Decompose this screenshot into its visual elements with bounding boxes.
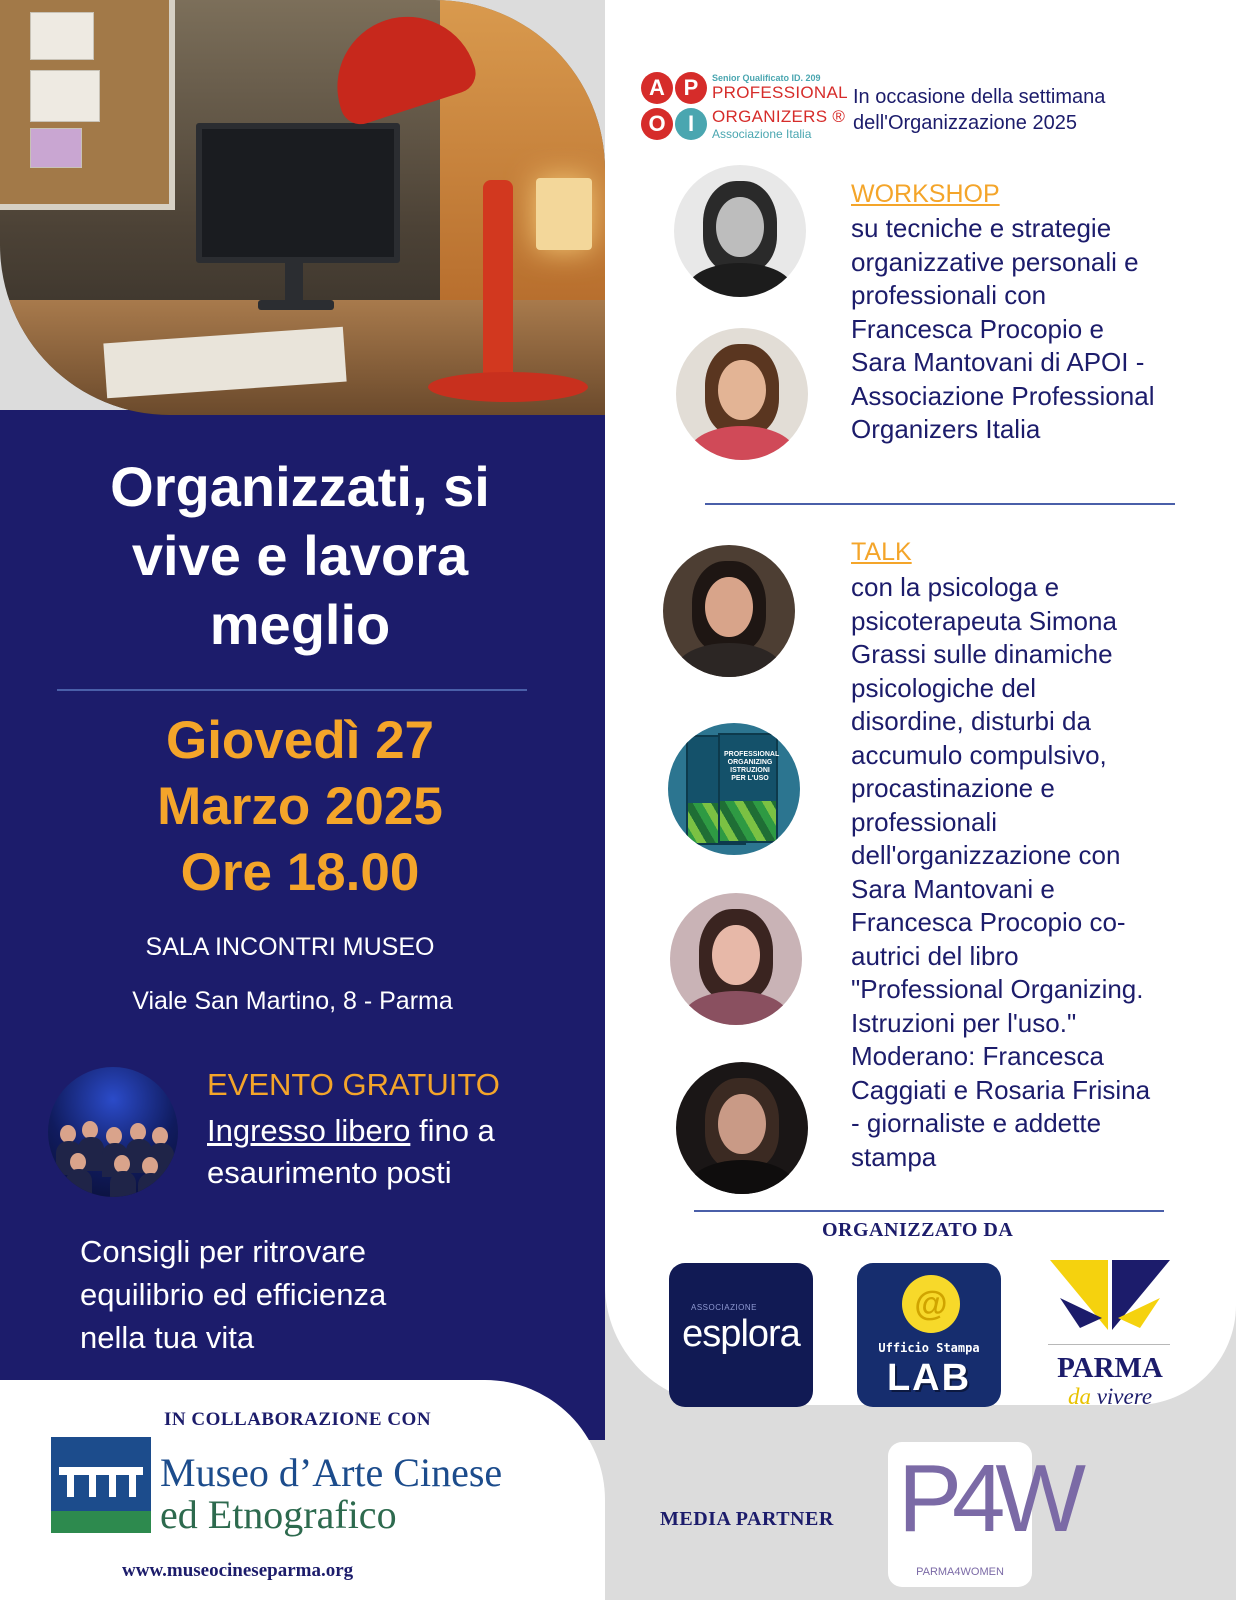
free-event-text: Ingresso libero fino a esaurimento posti bbox=[207, 1113, 495, 1190]
portrait-speaker-5 bbox=[676, 1062, 808, 1194]
parma4women-logo: P4W PARMA4WOMEN bbox=[888, 1442, 1032, 1587]
occasion-text: In occasione della settimana dell'Organizzazione 2025 bbox=[853, 86, 1106, 134]
portrait-speaker-4 bbox=[670, 893, 802, 1025]
collaboration-label: IN COLLABORAZIONE CON bbox=[164, 1409, 432, 1430]
talk-description: con la psicologa e psicoterapeuta Simona Grassi sulle dinamiche psicologiche del disordine, disturbi da accumulo compulsivo, procastinazione e professionali dell'organizzazione con Sara Mantovani e Francesca Procopio co- autrici del libro "Professional Organizing. Istruzioni per l'uso." Moderano: Francesca Caggiati e Rosaria Frisina - giornaliste e addette stampa bbox=[851, 572, 1151, 1172]
event-date: Giovedì 27 Marzo 2025 Ore 18.00 bbox=[157, 711, 443, 902]
organizers-divider bbox=[694, 1210, 1164, 1212]
workshop-description: su tecniche e strategie organizzative personali e professionali con Francesca Procopio e Sara Mantovani di APOI - Associazione Professional Organizers Italia bbox=[851, 213, 1155, 444]
office-desk-photo bbox=[0, 0, 605, 415]
talk-label: TALK bbox=[851, 538, 912, 566]
workshop-divider bbox=[705, 503, 1175, 505]
media-partner-label: MEDIA PARTNER bbox=[660, 1508, 834, 1530]
apoi-letter-i: I bbox=[675, 108, 707, 140]
museum-name: Museo d’Arte Cinese ed Etnografico bbox=[160, 1450, 503, 1537]
apoi-letter-p: P bbox=[675, 72, 707, 104]
event-venue: SALA INCONTRI MUSEO bbox=[145, 933, 435, 961]
photo-lamp-shade bbox=[536, 178, 592, 250]
photo-corkboard bbox=[0, 0, 175, 210]
portrait-speaker-2 bbox=[676, 328, 808, 460]
workshop-label: WORKSHOP bbox=[851, 180, 1000, 208]
audience-photo bbox=[48, 1067, 178, 1197]
at-seal-icon: @ bbox=[902, 1275, 960, 1333]
ufficio-stampa-lab-logo: @ Ufficio Stampa LAB bbox=[857, 1263, 1001, 1407]
organizers-label: ORGANIZZATO DA bbox=[822, 1219, 1014, 1241]
apoi-letter-o: O bbox=[641, 108, 673, 140]
esplora-logo: ASSOCIAZIONE esplora bbox=[669, 1263, 813, 1407]
book-cover-photo: PROFESSIONAL ORGANIZING ISTRUZIONI PER L'USO bbox=[668, 723, 800, 855]
photo-monitor bbox=[196, 123, 400, 263]
free-entry-link[interactable]: Ingresso libero bbox=[207, 1113, 411, 1148]
event-title: Organizzati, si vive e lavora meglio bbox=[110, 455, 490, 656]
apoi-letter-a: A bbox=[641, 72, 673, 104]
museum-website-link[interactable]: www.museocineseparma.org bbox=[122, 1560, 354, 1581]
event-address: Viale San Martino, 8 - Parma bbox=[132, 987, 453, 1015]
free-event-heading: EVENTO GRATUITO bbox=[207, 1067, 500, 1102]
portrait-speaker-1 bbox=[674, 165, 806, 297]
museum-logo bbox=[51, 1437, 151, 1533]
advice-text: Consigli per ritrovare equilibrio ed efficienza nella tua vita bbox=[80, 1234, 387, 1355]
title-divider bbox=[57, 689, 527, 691]
photo-window bbox=[440, 0, 605, 300]
museum-gate-icon bbox=[59, 1467, 143, 1497]
portrait-speaker-3 bbox=[663, 545, 795, 677]
